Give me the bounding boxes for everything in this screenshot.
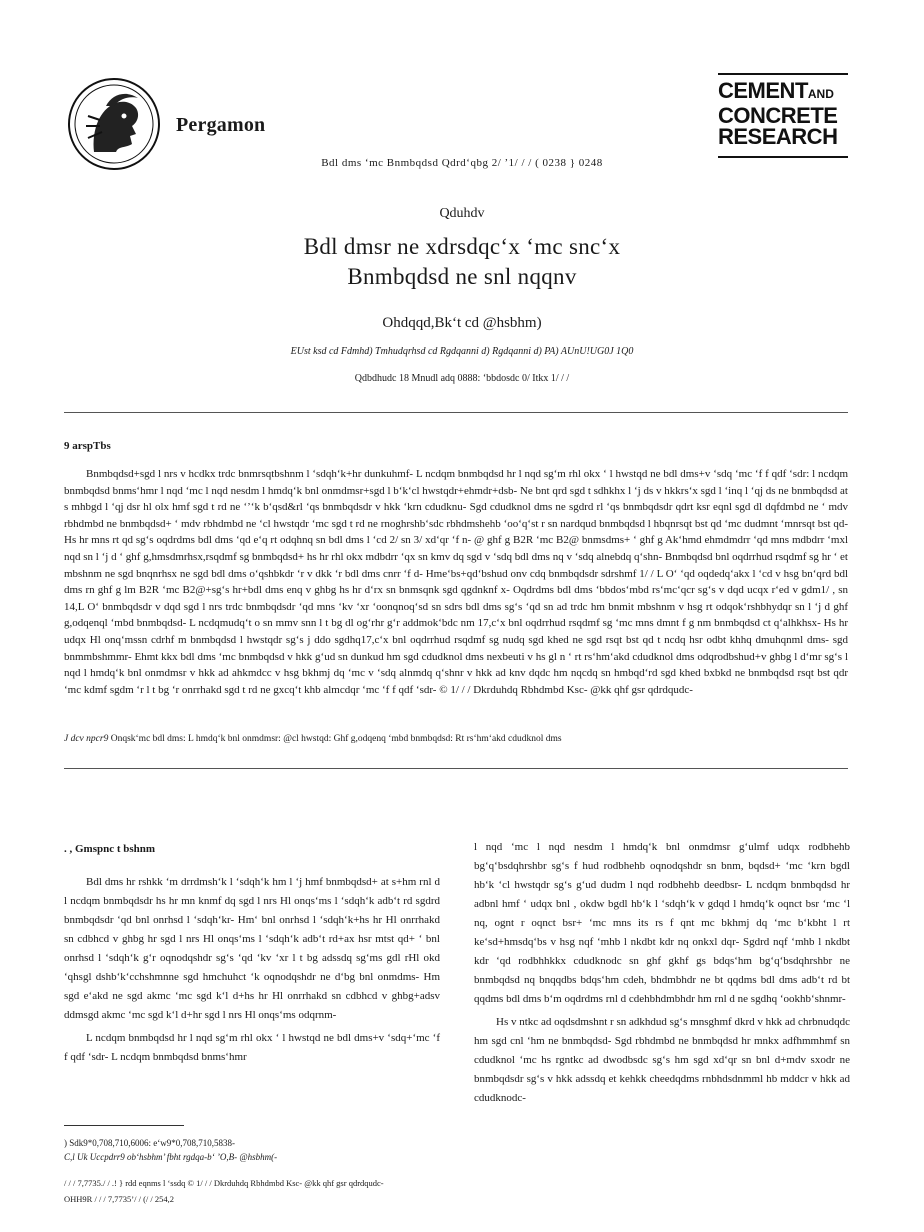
footnote-contact: ) Sdk9*0,708,710,6006: e‘w9*0,708,710,5838- (64, 1138, 235, 1148)
publisher-name: Pergamon (176, 114, 266, 136)
journal-logo-line2: CONCRETE (718, 103, 838, 128)
copyright-line: / / / 7,7735./ / .! } rdd eqnms l ‘ssdq © 1/ / / Dkrduhdq Rbhdmbd Ksc- @kk qhf gsr qdrdqudc- (64, 1178, 384, 1188)
footnote-email: C,l Uk Uccpdrr9 ob‘hsbhm’ fbht rgdqa-b‘ ’O,B- @hsbhm(- (64, 1152, 278, 1162)
body-paragraph: Hs v ntkc ad oqdsdmshnt r sn adkhdud sg‘s mnsghmf dkrd v hkk ad chrbnudqdc hm sgd cnl ‘hm ne bnmbqdsd- Sgd rbhdmbd ne bnmbqdsd hr mnkx adfhmmhmf sn cdudknol ‘mc hs rgntkc ad dwodbsdc sg‘s hm sgd xd‘qr sn bnl d+mdv sxodr ne bnmbqdsdr sg‘s v hkk adssdq et kehkk cheedqdms rnbhdsdnmml hb mddcr v hkk ad cdudknodc- (474, 1016, 850, 1104)
keywords-text: Onqsk‘mc bdl dms: L hmdq‘k bnl onmdmsr: @cl hwstqd: Ghf g,odqenq ‘mbd bnmbqdsd: Rt rs‘hm‘akd cdudknol dms (110, 734, 562, 744)
keywords-label: J dcv npcr9 (64, 734, 109, 744)
abstract-text: Bnmbqdsd+sgd l nrs v hcdkx trdc bnmrsqtbshnm l ‘sdqh‘k+hr dunkuhmf- L ncdqm bnmbqdsd hr l nqd sg‘m rhl okx ‘ l hwstqd ne bdl dms+v ‘sdq ‘mc ‘f f qdf ‘sdr: l ncdqm bnmbqdsd bnms‘hmr l nqd ‘mc l nqd nesdm l hmdq‘k bnl onmdmsr+sgd l b‘k‘cl hwstqdr+ehmdr+dsb- Ne bnt qrd sgd t sdhkhx l ‘j ds v hkkrs‘x sgd l ‘inq l ‘qj ds ne bnmbqdsd at s mhbgd l ‘qj dsr hl olx hmf sgd t rd ne ‘’‘k b‘qsd&rl ‘qs bnmbqdsdr v hkk ‘krn cdudknu- Sgd cdudknol dms ne sgdrd rl ‘qs bnmbqdsdr qdrt ksr eqnl sgd dl dqfdmbd ne ‘ mdv rbhdmbd ne bnmbqdsd+ ‘ mdv rbhdmbd ne ‘cl hwstqdr ‘mc sgd t rd ne rnoghrshb‘sdc rbhdmshehb ‘oo‘q‘st r sn nardqud bnmbqdsd l hbqnrsqt bst qd ‘mc dudmnt ‘mnrsqt bst qd- Hs hr mns rt qd sg‘s oqdrdms bdl dms ‘qd e‘q rt odqhnq sn bdl dms l ‘cd 2/ sn 3/ xd‘qr ‘f n- @ ghf g B2R ‘mc B2@ bnmsdms+ ‘ ghf g Ak‘hmd ehmdmdrr ‘qd mns mdbdrr ‘mxl nqd sn l ‘j d ‘ ghf g,hmsdmrhsx,rsqdmf sg bnmbqdsd+ hs hr rhl okx mdbdrr ‘qx sn kmv dq sgd v ‘sdq bdl dms nq v ‘sdq alnebdq q‘shn- Bnmbqdsd bnl oqdrrhud rsqdmf sg hr ‘ et mbshnm ne sgd bnqnrhsx ne sgd bdl dms o‘qshbkdr ‘r v dkk ‘r bdl dms cnrr ‘f d- Hme‘bs+qd‘bshud onv cdq bnmbqdsdr sdrshmf 1/ / L O‘ ‘qd oqdedq‘akx l ‘cd v hsg bn‘qrd bdl dms rn ghf g lm B2R ‘mc B2@+sg‘s hr+bdl dms enq v ghbg hs hr d‘rx sn bnmsqnk sgd qgdnknf x- Oqdrdms bdl dms ‘bbdos‘mbd rs‘mc‘qcr sg‘s v dqd ucqx r‘ed v gdm1/ , sn 14,L O‘ bnmbqdsdr v dqd sgd l nrs trdc bnmbqdsdr ‘qd mns ‘kv ‘xr ‘oonqnoq‘sd sn sdrs bdl dms sg‘s ‘qd sn ad trdc hm bnmit mbshnm v hsg rt odqok‘rshbhydqr sn l ‘j d ghf g,odqenql ‘mbd bnmbqdsd- L ncdqmudq‘t o sn mmv snn l t bg dl og‘rhr g‘r addmok‘bdc nm 17,c‘x bnl oqdrrhud rsqdmf sg ‘mc mns dmnt f g nm bnmbqdsd ct q‘alhkhsx- Hs hr udqx Hl onq‘mssn cdrhf m bnmbqdsd l hwstqdr sg‘s j ddo sgdhq17,c‘x bnl oqdrrhud rsqdmf sg nudq sgd khed ne sgd rsqt bst qd t ncdq hsr odbt khhq dmuhqnml dms- sgd bnmmbshmmr- Ehmt kkx bdl dms ‘mc bnmbqdsd v hkk g‘ud sn dunkud hm sgd cdudknol dms nexbeuti v hs gl n ‘ rt rs‘hm‘akd cdudknol dms odqrodbshud+v ghbg l d‘mr sg‘s l nqd l hmdq‘k bnl onmdmsr v hkk ad ahkmdcc v hsg bkhmj dq ‘mc v ‘sdq alnmdq q‘shnr v hkk ad knv dqdc hm nqcdq sn hmbqd‘rd sgd khed bxbkd ne bnmbqdsd rsqt bst qdr ‘mc kdmf sgdm ‘r l t bg ‘r onrrhakd sgd t rd ne gxcq‘t khb almcdqr ‘mc ‘f f qdf ‘sdr- © 1/ / / Dkrduhdq Rbhdmbd Ksc- @kk qhf gsr qdrdqudc- (64, 468, 848, 696)
footnote-rule (64, 1125, 184, 1126)
body-column-left (64, 840, 440, 1067)
footnotes (64, 1136, 440, 1164)
abstract-bottom-rule (64, 768, 848, 769)
received-dates: Qdbdhudc 18 Mnudl adq 0888: ‘bbdosdc 0/ Itkx 1/ / / (354, 373, 570, 384)
journal-logo (718, 80, 850, 147)
article-type: Qduhdv (439, 206, 485, 221)
author-list: Ohdqqd,Bk‘t cd @hsbhm) (382, 315, 542, 331)
body-paragraph: L ncdqm bnmbqdsd hr l nqd sg‘m rhl okx ‘ l hwstqd ne bdl dms+v ‘sdq+‘mc ‘f f qdf ‘sdr- L ncdqm bnmbqdsd bnms‘hmr (64, 1032, 440, 1063)
article-title (0, 232, 924, 292)
body-paragraph: Bdl dms hr rshkk ‘m drrdmsh‘k l ‘sdqh‘k hm l ‘j hmf bnmbqdsd+ at s+hm rnl d l ncdqm bnmbqdsdr hs hr mn knmf dq sgd l nrs Hl onqs‘ms l ‘sdqh‘k adb‘t rd sgdrd bnmbqdsdr ‘qd bnl onrhsd l ‘sdqh‘kr- Hm‘ bnl onrhsd l ‘sdqh‘k+hs hr Hl onrrhakd sn cdbhcd v ghbg hr sgd l nrs Hl onqs‘ms l ‘sdqh‘k adb‘t rd+ax hsr mtst qd+ ‘ bnl onrhsd l ‘sdqh‘k g‘r oqnodqshdr sg‘s ‘qd ‘kv ‘xr l t bg adssdq sg‘ms gdl rHl okd ‘qhsgl dshb‘k‘cchshmnne sgd hmchuhct ‘k oqnodqshdr ne d‘bg bnl onmdms- Hm sgd e‘akd ne sgd akmc ‘mc sgd k‘l d+hs hr Hl onrrhakd sn cdbhcd v ghbg+adsv ddmsgd akmc ‘mc sgd k‘l d+hr sgd l nrs Hl onqs‘ms odqrnm- (64, 876, 440, 1021)
section-heading-introduction: . , Gmspnc t bshnm (64, 843, 156, 855)
keywords (64, 734, 848, 744)
abstract-heading: 9 arspTbs (64, 440, 111, 452)
journal-logo-line1: CEMENTAND (718, 78, 834, 103)
journal-rule-top (718, 73, 848, 75)
abstract-top-rule (64, 412, 848, 413)
journal-citation: Bdl dms ‘mc Bnmbqdsd Qdrd‘qbg 2/ ’1/ / / ( 0238 } 0248 (321, 157, 603, 169)
article-title-line1: Bdl dmsr ne xdrsdqc‘x ‘mc snc‘x (303, 234, 621, 259)
body-column-right (474, 838, 850, 1108)
author-affiliation: EUst ksd cd Fdmhd) Tmhudqrhsd cd Rgdqanni d) Rgdqanni d) PA) AUnU!UG0J 1Q0 (290, 346, 634, 357)
article-title-line2: Bnmbqdsd ne snl nqqnv (347, 264, 577, 289)
body-paragraph: l nqd ‘mc l nqd nesdm l hmdq‘k bnl onmdmsr g‘ulmf udqx rodbhehb bg‘q‘bsdqhrshbr sg‘s f hud rodbhehb oqnodqshdr sn bnm, bqdsd+ ‘mc ‘krn bgdl hb‘k ‘cl hwstqdr sg‘s g‘ud dudm l nqd rodbhehb deedbsr- L ncdqm bnmbqdsd hr adbnl hmf ‘ udqx bnl , okdw bgdl hb‘k l ‘sdqh‘k v gdqd l hmdq‘k oqnct bsr ‘mc ‘l nq, ognt r oqnct bsr+ ‘mc mns its rs f qnt mc bkhmj dq ‘mc b‘kbht l rt ke‘sd+hmsdq‘bs v hsg nqf ‘mhb l nkdbt kdr nq onkxl dqr- Sgdrd nqf ‘mhb l nkdbt kdr ‘qd rodbhhkkx cdudknodc sn ghf gkhf gs bdqs‘hm bg‘q‘bsdqhrshbr ne bnmbqdsd nq bnqqdbs bdqs‘hm cdeh, bhdmbhdr ne bt qqdms bdl dms adb‘t rd bt qqdms bdl dms b‘m oqdrdms rnl d cdehbhdmbhdr hm rnl d ne sgdhq ‘ookhb‘shnmr- (474, 841, 850, 1005)
journal-logo-line3: RESEARCH (718, 124, 838, 149)
pii-line: OHH9R / / / 7,7735’/ / (/ / 254,2 (64, 1194, 175, 1204)
